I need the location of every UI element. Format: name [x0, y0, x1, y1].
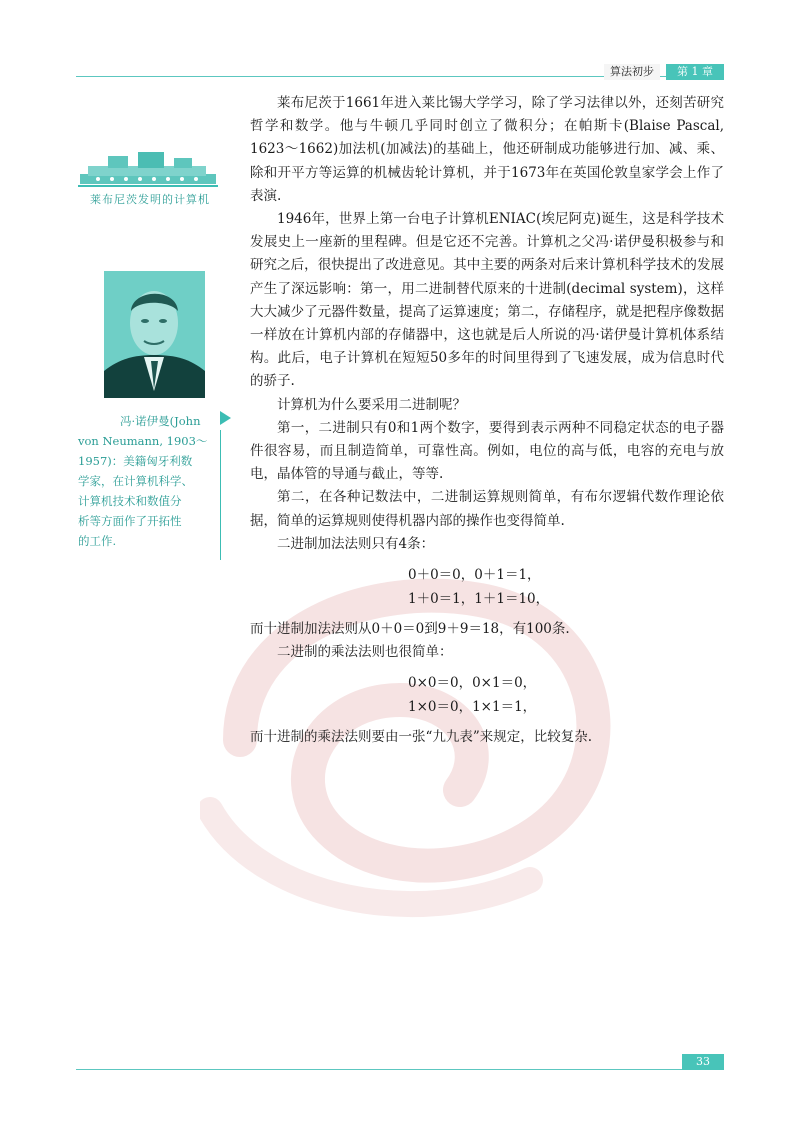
paragraph-eniac: 1946年，世界上第一台电子计算机ENIAC(埃尼阿克)诞生，这是科学技术发展史上一座新的里程碑。但是它还不完善。计算机之父冯·诺伊曼积极参与和研究之后，很快提出了改进意见。其中主要的两条对后来计算机科学技术的发展产生了深远影响：第一，用二进制替代原来的十进制(decimal system)，这样大大减少了元器件数量，提高了运算速度；第二，存储程序，就是把程序像数据一样放在计算机内部的存储器中，这也就是后人所说的冯·诺伊曼计算机体系结构。此后，电子计算机在短短50多年的时间里得到了飞速发展，成为信息时代的骄子.: [250, 211, 724, 390]
paragraph-decimal-mul: 而十进制的乘法法则要由一张“九九表”来规定，比较复杂.: [250, 729, 593, 746]
paragraph-mul-intro: 二进制的乘法法则也很简单：: [277, 644, 453, 661]
paragraph-question: 计算机为什么要采用二进制呢？: [277, 396, 466, 413]
binary-multiplication-rules: [250, 672, 724, 718]
caption-line: 冯·诺伊曼(John: [120, 414, 201, 428]
caption-line: 1957)：美籍匈牙利数: [78, 454, 193, 468]
formula-line: 0＋0＝0，0＋1＝1，: [408, 567, 541, 584]
caption-line: 计算机技术和数值分: [78, 494, 182, 508]
header-topic-tab: 算法初步: [604, 64, 660, 80]
caption-line: 的工作.: [78, 534, 117, 548]
formula-line: 0×0＝0，0×1＝0，: [408, 675, 537, 692]
header-chapter-tab: 第 1 章: [666, 64, 724, 80]
pointer-arrow-icon: [220, 411, 231, 425]
leibniz-calculator-illustration: [78, 150, 218, 188]
machine-caption: 莱布尼茨发明的计算机: [90, 193, 210, 206]
formula-line: 1×0＝0，1×1＝1，: [408, 699, 537, 716]
portrait-caption: [78, 411, 214, 551]
footer-rule: [76, 1069, 724, 1070]
page-number: 33: [682, 1054, 724, 1070]
caption-line: von Neumann, 1903～: [78, 434, 208, 448]
von-neumann-portrait: [104, 271, 205, 398]
paragraph-add-intro: 二进制加法法则只有4条：: [277, 535, 435, 552]
sidebar-rule: [220, 430, 221, 560]
caption-line: 学家，在计算机科学、: [78, 474, 193, 488]
binary-addition-rules: [250, 564, 724, 610]
formula-line: 1＋0＝1，1＋1＝10，: [408, 591, 550, 608]
paragraph-reason-two: 第二，在各种记数法中，二进制运算规则简单，有布尔逻辑代数作理论依据，简单的运算规则使得机器内部的操作也变得简单.: [250, 489, 724, 529]
caption-line: 析等方面作了开拓性: [78, 514, 182, 528]
main-text: [250, 92, 724, 750]
paragraph-leibniz: 莱布尼茨于1661年进入莱比锡大学学习，除了学习法律以外，还刻苦研究哲学和数学。他与牛顿几乎同时创立了微积分；在帕斯卡(Blaise Pascal, 1623～1662)加法机(加减法)的基础上，他还研制成功能够进行加、减、乘、除和开平方等运算的机械齿轮计算机，并于1673年在英国伦敦皇家学会上作了表演.: [250, 95, 724, 204]
paragraph-reason-one: 第一，二进制只有0和1两个数字，要得到表示两种不同稳定状态的电子器件很容易，而且制造简单，可靠性高。例如，电位的高与低，电容的充电与放电，晶体管的导通与截止，等等.: [250, 419, 724, 483]
paragraph-decimal-add: 而十进制加法法则从0＋0＝0到9＋9＝18，有100条.: [250, 621, 570, 638]
